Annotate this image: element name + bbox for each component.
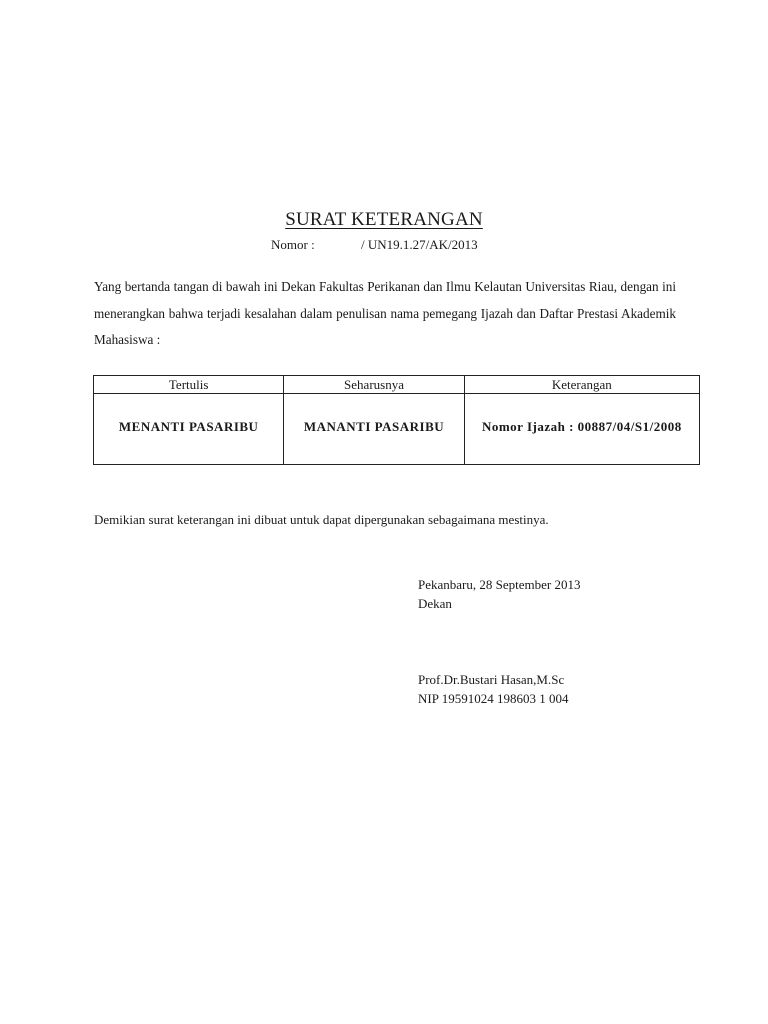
table-row: [94, 394, 700, 465]
header-keterangan: Keterangan: [464, 376, 699, 394]
correction-table: [93, 375, 700, 465]
place-date: Pekanbaru, 28 September 2013: [418, 577, 581, 592]
cell-written-name: MENANTI PASARIBU: [94, 394, 284, 465]
signer-name: Prof.Dr.Bustari Hasan,M.Sc: [418, 672, 565, 687]
signature-header: [418, 575, 580, 613]
signer-nip: NIP 19591024 198603 1 004: [418, 691, 569, 706]
table-header-row: [94, 376, 700, 394]
signer-position: Dekan: [418, 596, 452, 611]
document-title: SURAT KETERANGAN: [285, 209, 483, 230]
header-tertulis: Tertulis: [94, 376, 284, 394]
cell-remark: Nomor Ijazah : 00887/04/S1/2008: [464, 394, 699, 465]
signature-block: [418, 670, 568, 708]
cell-correct-name: MANANTI PASARIBU: [284, 394, 464, 465]
document-number: [271, 237, 478, 253]
number-value: / UN19.1.27/AK/2013: [361, 237, 478, 252]
header-seharusnya: Seharusnya: [284, 376, 464, 394]
closing-paragraph: Demikian surat keterangan ini dibuat untuk dapat dipergunakan sebagaimana mestinya.: [94, 512, 549, 527]
intro-paragraph: Yang bertanda tangan di bawah ini Dekan Fakultas Perikanan dan Ilmu Kelautan Universitas Riau, dengan ini menerangkan bahwa terjadi kesalahan dalam penulisan nama pemegang Ijazah dan Daftar Prestasi Akademik Mahasiswa :: [94, 279, 676, 347]
number-label: Nomor :: [271, 237, 315, 252]
